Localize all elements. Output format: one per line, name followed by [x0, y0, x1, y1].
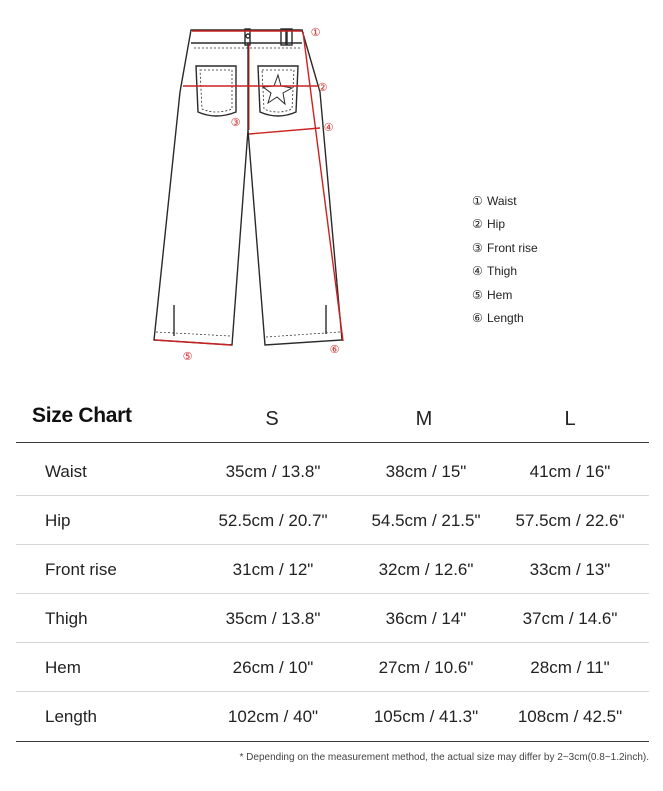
- table-bottom-rule: [16, 741, 649, 742]
- table-row-waist: [16, 447, 649, 496]
- table-row-front-rise: [16, 545, 649, 594]
- row-label: Waist: [45, 462, 87, 481]
- row-label: Length: [45, 707, 97, 726]
- callout-front-rise: ③: [230, 117, 241, 129]
- size-header-s: S: [265, 408, 279, 430]
- table-row-thigh: [16, 594, 649, 643]
- table-row-hem: [16, 643, 649, 692]
- cell-m: 32cm / 12.6": [378, 560, 474, 579]
- cell-s: 35cm / 13.8": [225, 462, 321, 481]
- callout-thigh: ④: [323, 122, 334, 134]
- legend-label: Thigh: [487, 264, 518, 279]
- legend-label: Hem: [487, 287, 513, 302]
- cell-s: 26cm / 10": [232, 658, 314, 677]
- cell-m: 38cm / 15": [385, 462, 467, 481]
- row-label: Thigh: [45, 609, 88, 628]
- size-header-l: L: [564, 408, 576, 430]
- row-label: Hem: [45, 658, 81, 677]
- cell-l: 37cm / 14.6": [522, 609, 618, 628]
- table-row-hip: [16, 496, 649, 545]
- cell-s: 35cm / 13.8": [225, 609, 321, 628]
- cell-s: 102cm / 40": [227, 707, 319, 726]
- pants-outline: [154, 29, 342, 345]
- callout-hem: ⑤: [182, 351, 193, 363]
- cell-s: 52.5cm / 20.7": [218, 511, 328, 530]
- legend-item-waist: ① Waist: [472, 194, 517, 208]
- legend-item-length: ⑥ Length: [472, 310, 524, 325]
- cell-l: 57.5cm / 22.6": [515, 511, 625, 530]
- measurement-footnote: * Depending on the measurement method, the actual size may differ by 2~3cm(0.8~1.2inch).: [239, 752, 649, 763]
- callout-hip: ②: [317, 82, 328, 94]
- cell-l: 33cm / 13": [529, 560, 611, 579]
- legend-label: Hip: [487, 217, 506, 232]
- cell-m: 54.5cm / 21.5": [371, 511, 481, 530]
- cell-m: 27cm / 10.6": [378, 658, 474, 677]
- legend-item-hip: ② Hip: [472, 217, 506, 232]
- measurement-guides: [155, 31, 343, 345]
- callout-length: ⑥: [329, 344, 340, 356]
- table-row-length: [16, 692, 649, 741]
- row-label: Front rise: [45, 560, 117, 579]
- table-top-rule: [16, 442, 649, 443]
- cell-s: 31cm / 12": [232, 560, 314, 579]
- legend-item-thigh: ④ Thigh: [472, 264, 518, 279]
- legend-label: Waist: [487, 194, 517, 208]
- row-label: Hip: [45, 511, 71, 530]
- legend-item-front-rise: ③ Front rise: [472, 240, 538, 255]
- measurement-legend: [472, 190, 538, 330]
- cell-m: 105cm / 41.3": [373, 707, 479, 726]
- cell-l: 28cm / 11": [530, 658, 610, 677]
- pants-measurement-diagram: [0, 0, 663, 380]
- cell-l: 41cm / 16": [529, 462, 611, 481]
- legend-item-hem: ⑤ Hem: [472, 287, 513, 302]
- size-header-m: M: [415, 408, 433, 430]
- cell-m: 36cm / 14": [385, 609, 467, 628]
- callout-waist: ①: [310, 27, 321, 39]
- legend-label: Length: [487, 310, 524, 325]
- size-chart-title: Size Chart: [32, 404, 132, 427]
- cell-l: 108cm / 42.5": [517, 707, 623, 726]
- legend-label: Front rise: [487, 240, 538, 255]
